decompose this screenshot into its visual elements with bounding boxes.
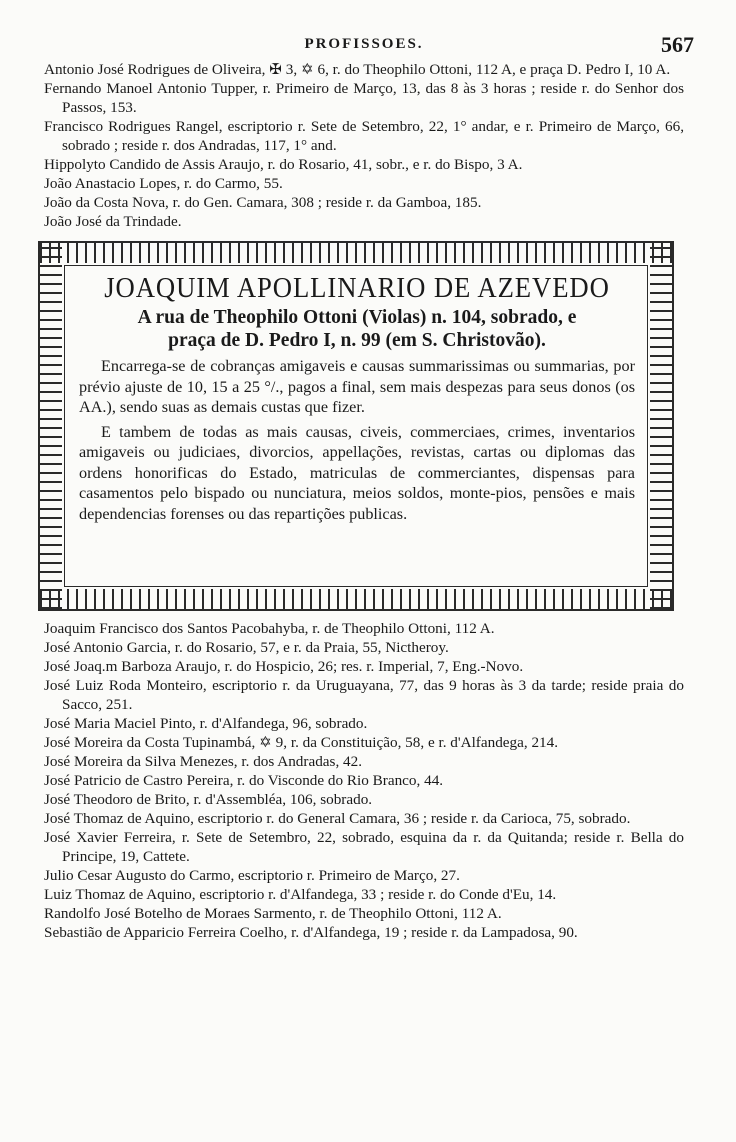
directory-entry: José Theodoro de Brito, r. d'Assembléa, 106, sobrado.: [44, 791, 373, 808]
entries-top: [44, 60, 684, 231]
advertiser-name: JOAQUIM APOLLINARIO DE AZEVEDO: [104, 272, 610, 304]
directory-entry: José Antonio Garcia, r. do Rosario, 57, e r. da Praia, 55, Nictheroy.: [44, 639, 449, 656]
directory-entry: Fernando Manoel Antonio Tupper, r. Primeiro de Março, 13, das 8 às 3 horas ; reside r. do Senhor dos Passos, 153.: [44, 80, 684, 116]
advertisement-paragraph-2: E tambem de todas as mais causas, civeis, commerciaes, crimes, inventarios amigaveis ou judiciaes, divorcios, appellações, revistas, cartas ou diplomas das ordens honorificas do Estado, matriculas de commerciantes, dispensas para casamentos pelo bispado ou nunciatura, meios soldos, monte-pios, pensões e mais dependencias forenses ou das repartições publicas.: [79, 422, 635, 523]
directory-entry: José Moreira da Costa Tupinambá, ✡ 9, r. da Constituição, 58, e r. d'Alfandega, 214.: [44, 734, 559, 751]
directory-entry: Luiz Thomaz de Aquino, escriptorio r. d'Alfandega, 33 ; reside r. do Conde d'Eu, 14.: [44, 886, 557, 903]
directory-entry: José Xavier Ferreira, r. Sete de Setembro, 22, sobrado, esquina da r. da Quitanda; reside r. Bella do Principe, 19, Cattete.: [44, 829, 684, 865]
directory-entry: José Maria Maciel Pinto, r. d'Alfandega, 96, sobrado.: [44, 715, 368, 732]
directory-entry: José Thomaz de Aquino, escriptorio r. do General Camara, 36 ; reside r. da Carioca, 75, sobrado.: [44, 810, 631, 827]
page-number: 567: [661, 32, 694, 57]
advertiser-address-line-2: praça de D. Pedro I, n. 99 (em S. Christovão).: [168, 330, 546, 351]
directory-entry: Joaquim Francisco dos Santos Pacobahyba, r. de Theophilo Ottoni, 112 A.: [44, 620, 495, 637]
directory-entry: João Anastacio Lopes, r. do Carmo, 55.: [44, 175, 283, 192]
directory-page: [44, 32, 694, 942]
advertisement-box: [38, 241, 674, 611]
entries-bottom: [44, 619, 684, 942]
directory-entry: João José da Trindade.: [44, 213, 182, 230]
page-header: [44, 32, 694, 60]
directory-entry: Francisco Rodrigues Rangel, escriptorio r. Sete de Setembro, 22, 1° andar, e r. Primeiro de Março, 66, sobrado ; reside r. dos Andradas, 117, 1° and.: [44, 118, 684, 154]
directory-entry: João da Costa Nova, r. do Gen. Camara, 308 ; reside r. da Gamboa, 185.: [44, 194, 482, 211]
directory-entry: Julio Cesar Augusto do Carmo, escriptorio r. Primeiro de Março, 27.: [44, 867, 460, 884]
advertisement-content: [64, 265, 648, 587]
directory-entry: Sebastião de Apparicio Ferreira Coelho, r. d'Alfandega, 19 ; reside r. da Lampadosa, 90.: [44, 924, 578, 941]
directory-entry: José Joaq.m Barboza Araujo, r. do Hospicio, 26; res. r. Imperial, 7, Eng.-Novo.: [44, 658, 524, 675]
directory-entry: Randolfo José Botelho de Moraes Sarmento, r. de Theophilo Ottoni, 112 A.: [44, 905, 502, 922]
advertisement-paragraph-1: Encarrega-se de cobranças amigaveis e causas summarissimas ou summarias, por prévio ajuste de 10, 15 a 25 °/., pagos a final, sem mais despezas para seus donos (os AA.), sendo suas as demais custas que fizer.: [79, 357, 635, 416]
directory-entry: José Luiz Roda Monteiro, escriptorio r. da Uruguayana, 77, das 9 horas às 3 da tarde; reside praia do Sacco, 251.: [44, 677, 684, 713]
directory-entry: Hippolyto Candido de Assis Araujo, r. do Rosario, 41, sobr., e r. do Bispo, 3 A.: [44, 156, 523, 173]
directory-entry: José Moreira da Silva Menezes, r. dos Andradas, 42.: [44, 753, 363, 770]
directory-entry: José Patricio de Castro Pereira, r. do Visconde do Rio Branco, 44.: [44, 772, 444, 789]
advertiser-address-line-1: A rua de Theophilo Ottoni (Violas) n. 104, sobrado, e: [137, 307, 577, 328]
directory-entry: Antonio José Rodrigues de Oliveira, ✠ 3, ✡ 6, r. do Theophilo Ottoni, 112 A, e praça D. Pedro I, 10 A.: [44, 61, 671, 78]
running-title: PROFISSOES.: [304, 36, 424, 52]
